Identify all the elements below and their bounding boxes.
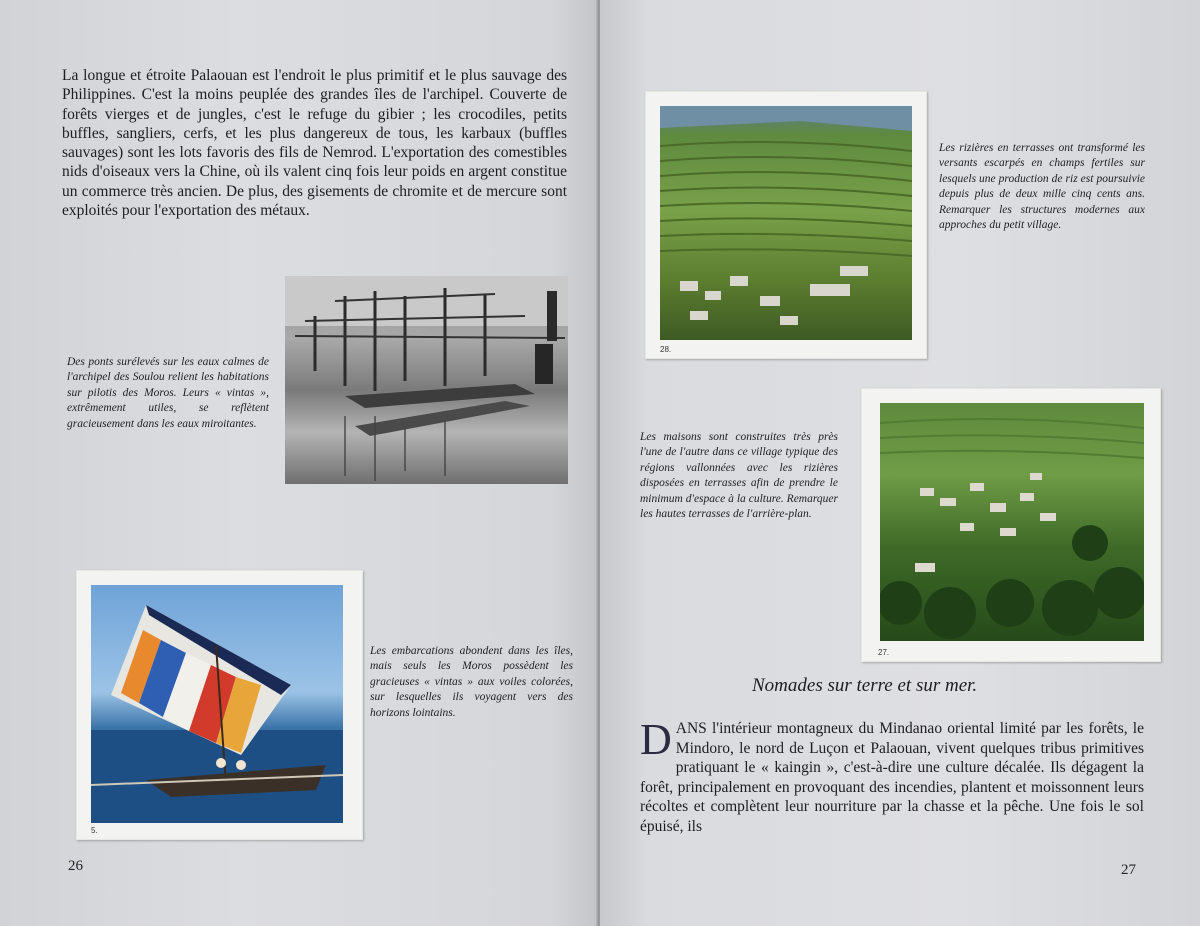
- village-photo: [880, 403, 1144, 641]
- rice-terraces-card: [645, 91, 927, 359]
- caption-boats: Les embarcations abondent dans les îles, mais seuls les Moros possèdent les gracieuses « vintas » aux voiles colorées, sur lesquelles ils voyagent vers des horizons lointains.: [370, 645, 573, 719]
- sailboat-card: [76, 570, 363, 840]
- stilt-bridges-image: [285, 276, 568, 484]
- caption-bridges: Des ponts surélevés sur les eaux calmes de l'archipel des Soulou relient les habitations sur pilotis des Moros. Leurs « vintas », extrêmement utiles, se reflètent gracieusement dans les eaux miroitantes.: [67, 356, 269, 430]
- sailboat-image: [91, 585, 343, 823]
- card-number-5: 5.: [91, 826, 98, 835]
- left-page: [0, 0, 598, 926]
- sailboat-photo: [91, 585, 343, 823]
- body-paragraph-text: ANS l'intérieur montagneux du Mindanao oriental limité par les forêts, le Mindoro, le nord de Luçon et Palaouan, vivent quelques tribus primitives pratiquant le « kaingin », c'est-à-dire une culture décalée. Ils dégagent la forêt, principalement en provoquant des incendies, plantent et moissonnent leurs récoltes et complètent leur nourriture par la chasse et la pêche. Une fois le sol épuisé, ils: [640, 720, 1144, 835]
- card-number-27: 27.: [878, 648, 890, 657]
- page-number-27: 27: [1121, 862, 1136, 878]
- caption-village: Les maisons sont construites très près l'une de l'autre dans ce village typique des régions vallonnées avec les rizières disposées en terrasses afin de prendre le minimum d'espace à la culture. Remarquer les hautes terrasses de l'arrière-plan.: [640, 431, 838, 521]
- rice-terraces-image: [660, 106, 912, 340]
- caption-terraces: Les rizières en terrasses ont transformé les versants escarpés en champs fertiles sur lesquels une production de riz est poursuivie depuis plus de deux mille cinq cents ans. Remarquer les structures modernes aux approches du petit village.: [939, 142, 1145, 232]
- stilt-bridges-photo: [285, 276, 568, 484]
- section-heading: Nomades sur terre et sur mer.: [752, 675, 978, 696]
- page-number-26: 26: [68, 858, 83, 874]
- body-paragraph: [640, 715, 1144, 836]
- village-image: [880, 403, 1144, 641]
- intro-paragraph: La longue et étroite Palaouan est l'endroit le plus primitif et le plus sauvage des Philippines. C'est la moins peuplée des grandes îles de l'archipel. Couverte de forêts vierges et de jungles, c'est le refuge du gibier ; les crocodiles, petits buffles, sangliers, cerfs, et les plus dangereux de tous, les karbaux (buffles sauvages) sont les lots favoris des fils de Nemrod. L'exportation des comestibles nids d'oiseaux vers la Chine, où ils valent cinq fois leur poids en argent constitue un commerce très ancien. De plus, des gisements de chromite et de mercure sont exploités pour l'exportation des métaux.: [62, 67, 567, 220]
- dropcap: D: [640, 715, 672, 764]
- card-number-28: 28.: [660, 345, 672, 354]
- rice-terraces-photo: [660, 106, 912, 340]
- village-card: [861, 388, 1161, 662]
- right-page: [600, 0, 1200, 926]
